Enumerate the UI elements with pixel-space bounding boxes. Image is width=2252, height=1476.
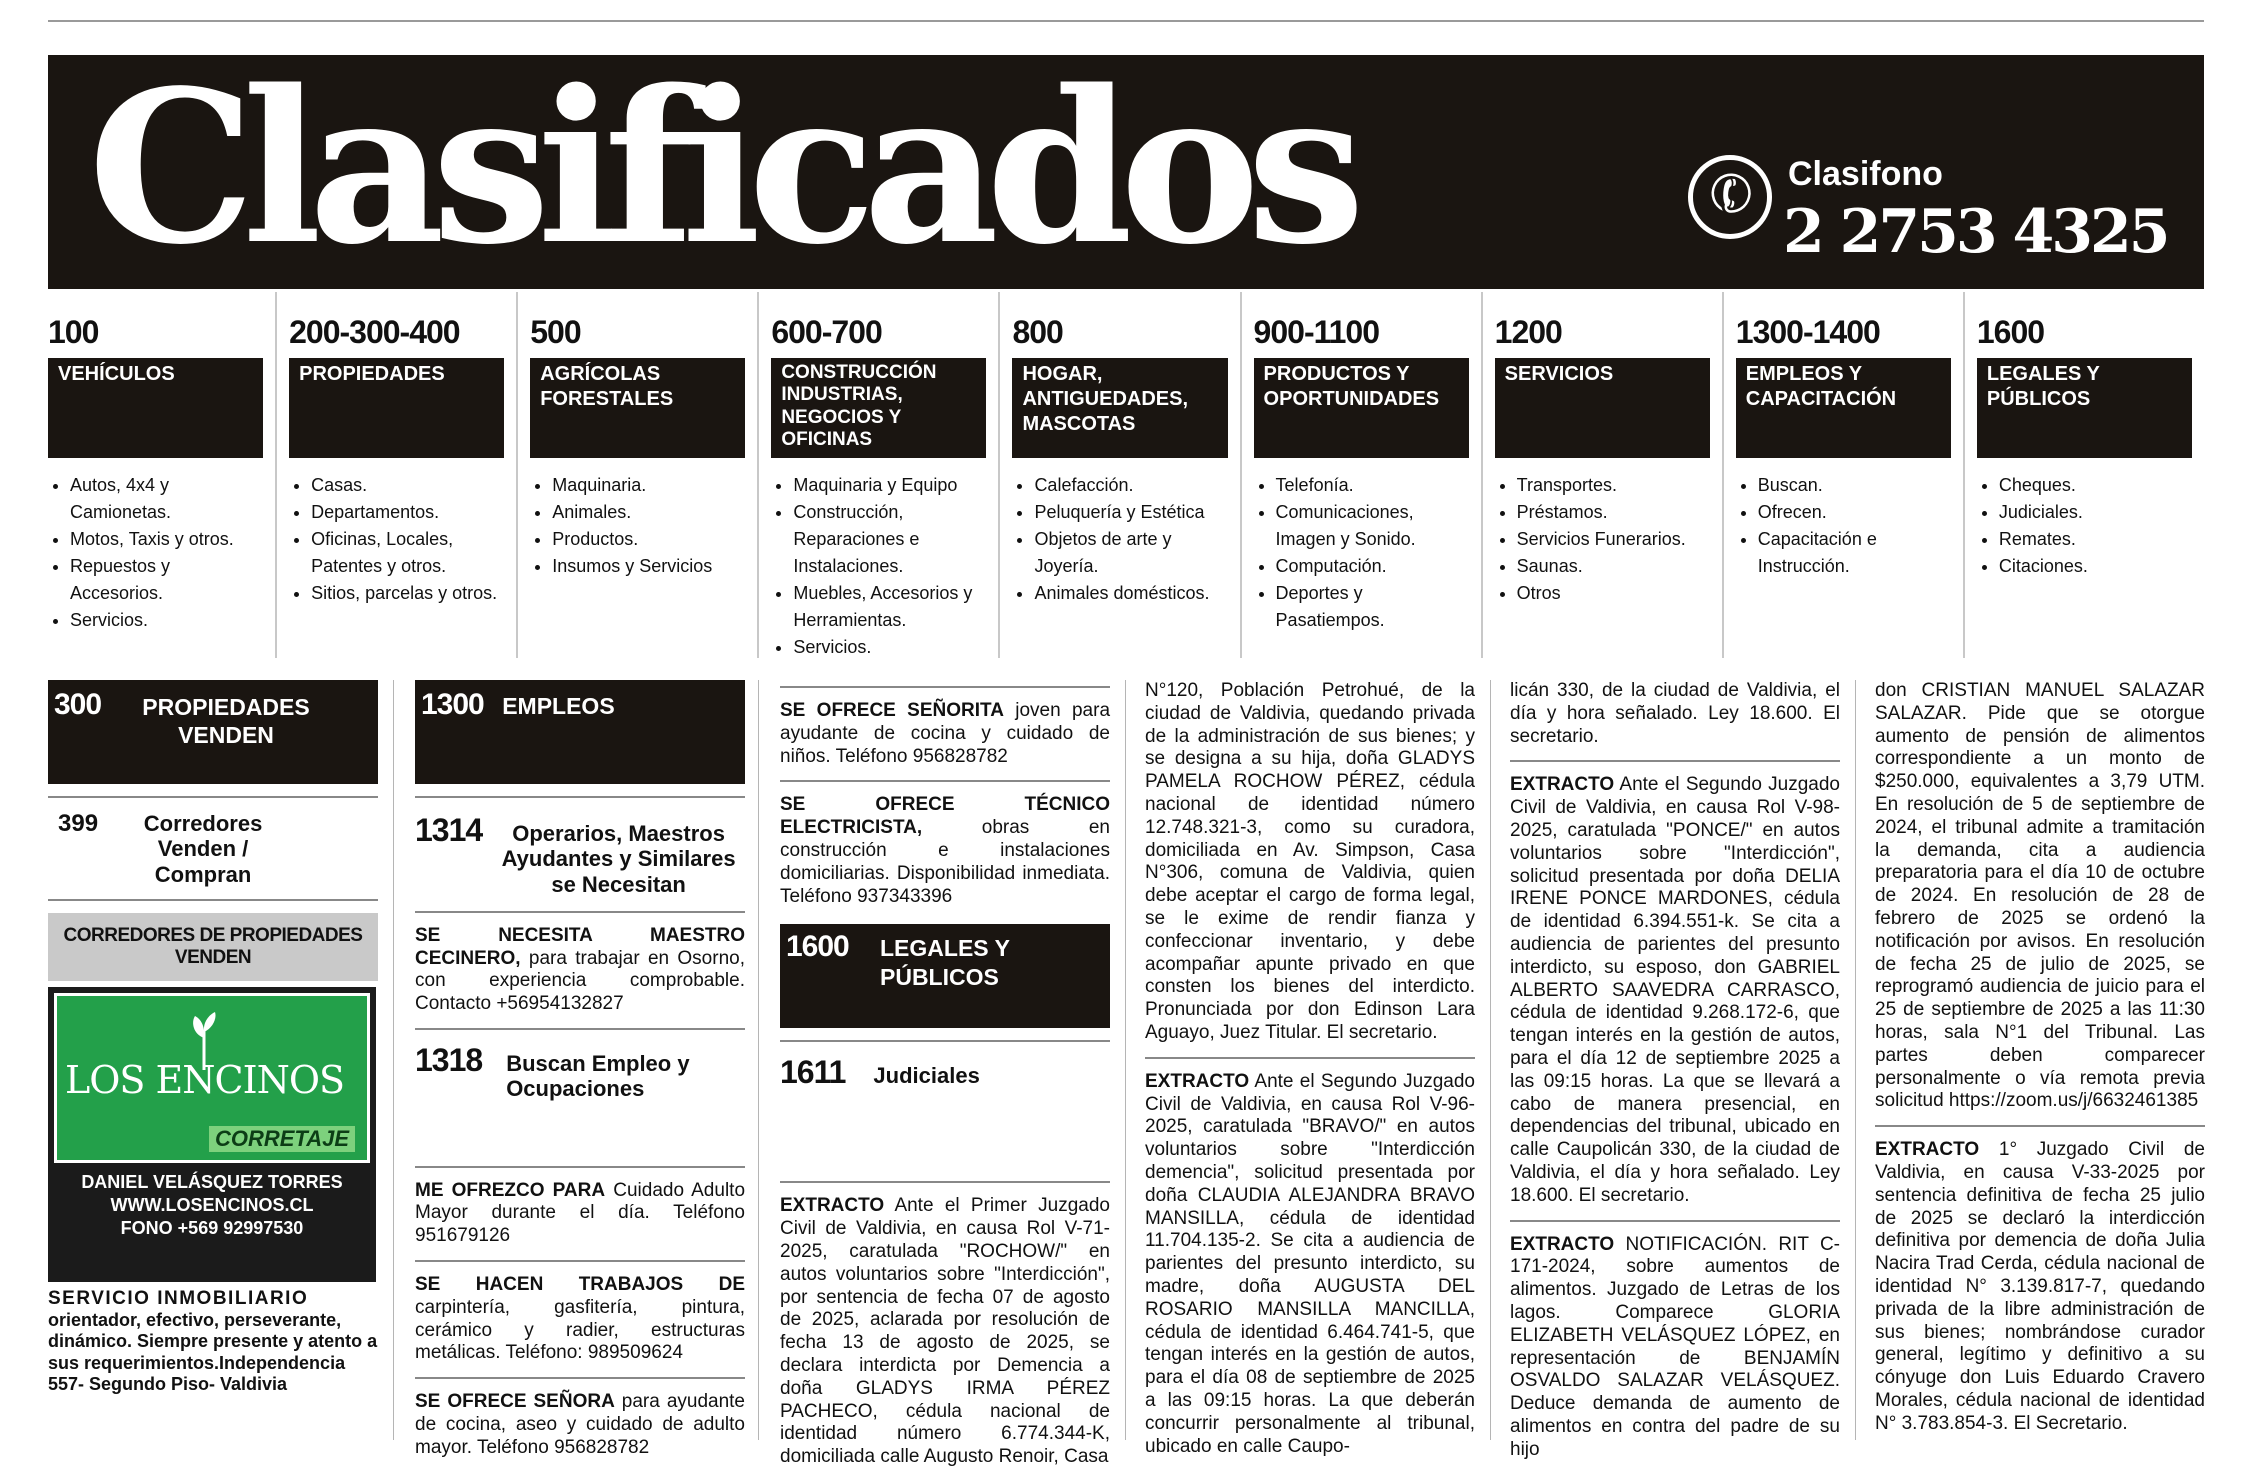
subcategory-1314[interactable] [415,812,745,897]
category-vehiculos[interactable] [48,292,275,658]
section-title: Clasificados [88,44,1353,291]
ad-lead: ME OFREZCO PARA [415,1179,606,1201]
category-title: SERVICIOS [1495,358,1710,458]
divider [1510,760,1840,762]
legal-notice[interactable] [1145,1071,1475,1459]
section-header-legales [780,924,1110,1028]
category-index [48,292,2204,658]
divider [780,1181,1110,1183]
category-servicios[interactable] [1481,292,1722,658]
column-legales [780,680,1110,1469]
category-items [1495,472,1710,607]
column-empleos [415,680,745,1460]
ad-body: Ante el Primer Juzgado Civil de Valdivia, en causa Rol V-71-2025, caratulada "ROCHOW/" en autos voluntarios sobre "Interdicción", por sentencia de fecha 07 de agosto de 2025, aclarada por resolución de fecha 13 de agosto de 2025, se declara interdicta por Demencia a doña GLADYS IRMA PÉREZ PACHECO, cédula nacional de identidad número 6.774.344-K, domiciliada calle Augusto Renoir, Casa [780,1195,1110,1468]
category-item: • Saunas. [1517,553,1710,580]
category-item: • Maquinaria. [552,472,745,499]
ad-contact [48,1171,376,1241]
category-agricolas[interactable] [516,292,757,658]
clasifono-label: Clasifono [1788,155,1943,193]
column-divider [758,680,759,1440]
category-productos[interactable] [1240,292,1481,658]
classified-ad[interactable] [780,794,1110,908]
category-item: • Judiciales. [1999,499,2192,526]
divider [1875,1125,2205,1127]
section-title: EMPLEOS [502,693,615,719]
category-item: • Otros [1517,580,1710,607]
category-title: CONSTRUCCIÓN INDUSTRIAS, NEGOCIOS Y OFICINAS [771,358,986,458]
category-item: • Citaciones. [1999,553,2192,580]
divider [48,796,378,798]
category-items [771,472,986,661]
phone-icon: ✆ [1688,155,1772,239]
divider [780,1040,1110,1042]
category-item: • Préstamos. [1517,499,1710,526]
ad-lead: EXTRACTO [1145,1070,1250,1092]
subcategory-number: 399 [58,810,99,837]
category-item: • Oficinas, Locales, Patentes y otros. [311,526,504,580]
ad-body: 1° Juzgado Civil de Valdivia, en causa V-33-2025 por sentencia definitiva de fecha 25 julio de 2025 se declaró la interdicción definitiva por demencia de doña Julia Nacira Trad Cerda, cédula nacional de identidad N° 3.139.817-7, quedando privada de la libre administración de sus bienes; nombrándose curador general, legítimo y definitivo a su cónyuge don Luis Eduardo Cravero Morales, cédula nacional de identidad N° 3.783.854-3. El Secretario. [1875,1139,2205,1434]
column-divider [393,680,394,1440]
subcategory-title: Operarios, Maestros Ayudantes y Similares se Necesitan [501,821,736,897]
divider [415,796,745,798]
section-title: LEGALES Y PÚBLICOS [880,935,1010,991]
subcategory-title: Judiciales [873,1063,980,1089]
subcategory-number: 1314 [415,812,483,848]
ad-body: para ayudante de cocina, aseo y cuidado de adulto mayor. Teléfono 956828782 [415,1391,745,1458]
ad-logo-panel [54,993,370,1163]
category-title: EMPLEOS Y CAPACITACIÓN [1736,358,1951,458]
legal-notice-continued[interactable]: licán 330, de la ciudad de Valdivia, el día y hora señalado. Ley 18.600. El secretario. [1510,680,1840,747]
column-divider [1855,680,1856,1440]
category-title: PRODUCTOS Y OPORTUNIDADES [1254,358,1469,458]
category-items [1736,472,1951,580]
category-item: • Objetos de arte y Joyería. [1034,526,1227,580]
top-rule [48,20,2204,22]
section-number: 1300 [421,688,484,721]
subcategory-1318[interactable] [415,1042,745,1102]
ad-contact-web[interactable]: WWW.LOSENCINOS.CL [110,1194,314,1215]
category-item: • Ofrecen. [1758,499,1951,526]
legal-notice[interactable] [780,1195,1110,1469]
category-item: • Telefonía. [1276,472,1469,499]
legal-notice[interactable] [1510,774,1840,1207]
category-item: • Motos, Taxis y otros. [70,526,263,553]
section-number: 300 [54,688,102,721]
category-item: • Repuestos y Accesorios. [70,553,263,607]
category-number: 200-300-400 [289,314,460,350]
ad-lead: SE OFRECE TÉCNICO ELECTRICISTA, [780,794,1110,839]
category-item: • Departamentos. [311,499,504,526]
column-legales-2 [1145,680,1475,1458]
ad-body: carpintería, gasfitería, pintura, cerámico y radier, estructuras metálicas. Teléfono: 989509624 [415,1296,745,1364]
category-empleos[interactable] [1722,292,1963,658]
category-number: 1300-1400 [1735,314,1880,350]
ad-body: joven para ayudante de cocina y cuidado de niños. Teléfono 956828782 [780,700,1111,767]
legal-notice[interactable] [1510,1234,1840,1462]
subcategory-title: Corredores Venden / Compran [143,811,263,887]
grey-section-header: CORREDORES DE PROPIEDADES VENDEN [48,913,378,981]
classified-ad[interactable] [415,925,745,1016]
divider [780,686,1110,688]
section-header-empleos [415,680,745,784]
category-item: • Servicios. [70,607,263,634]
classified-ad[interactable] [415,1391,745,1459]
category-title: AGRÍCOLAS FORESTALES [530,358,745,458]
category-item: • Productos. [552,526,745,553]
category-item: • Animales. [552,499,745,526]
category-items [530,472,745,580]
category-title: PROPIEDADES [289,358,504,458]
divider [1145,1057,1475,1059]
category-number: 1200 [1494,314,1562,350]
column-legales-3 [1510,680,1840,1462]
category-item: • Animales domésticos. [1034,580,1227,607]
promo-title: SERVICIO INMOBILIARIO [48,1287,309,1309]
category-title: VEHÍCULOS [48,358,263,458]
category-number: 900-1100 [1253,314,1380,350]
category-item: • Buscan. [1758,472,1951,499]
category-hogar[interactable] [998,292,1239,658]
category-item: • Insumos y Servicios [552,553,745,580]
column-legales-4 [1875,680,2205,1436]
ad-lead: EXTRACTO [1510,774,1615,796]
column-propiedades [48,680,378,1396]
subcategory-number: 1318 [415,1042,483,1079]
category-item: • Construcción, Reparaciones e Instalaciones. [793,499,986,580]
classified-ad[interactable] [415,1274,745,1365]
category-item: • Servicios Funerarios. [1517,526,1710,553]
subcategory-399[interactable] [48,810,378,887]
category-item: • Comunicaciones, Imagen y Sonido. [1276,499,1469,553]
category-items [1977,472,2192,580]
divider [780,780,1110,782]
clasifono-number: 2 2753 4325 [1783,197,2168,267]
classified-ad[interactable] [415,1180,745,1248]
divider [1510,1220,1840,1222]
legal-notice-continued[interactable]: don CRISTIAN MANUEL SALAZAR SALAZAR. Pide que se otorgue aumento de pensión de alimentos correspondiente a un monto de $250.000, equivalentes a 3,79 UTM. En resolución de 5 de septiembre de 2024, el tribunal admite a tramitación la demanda, cita a audiencia preparatoria para el día 10 de octubre de 2024. En resolución de 28 de febrero de 2025 se ordenó la notificación por avisos. En resolución de fecha 25 de julio de 2025, se reprogramó audiencia de juicio para el 25 de septiembre de 2025 a las 11:30 horas, sala N°1 del Tribunal. Las partes deben comparecer personalmente o vía remota previa solicitud https://zoom.us/j/6632461385 [1875,680,2205,1112]
legal-notice-continued[interactable]: N°120, Población Petrohué, de la ciudad de Valdivia, quedando privada de la administración de sus bienes; y se designa a su hija, doña GLADYS PAMELA ROCHOW PÉREZ, cédula nacional de identidad número 12.748.321-3, como su curadora, domiciliada en Av. Simpson, Casa N°306, comuna de Valdivia, quien debe aceptar el cargo de forma legal, se le exime de rendir fianza y confeccionar inventario, y debe acompañar apunte privado en que consten los bienes del interdicto. Pronunciada por don Edinson Lara Aguayo, Juez Titular. El secretario. [1145,680,1475,1043]
ad-logo-text: LOS ENCINOS [65,1057,345,1102]
category-items [289,472,504,607]
category-item: • Maquinaria y Equipo [793,472,986,499]
category-legales[interactable] [1963,292,2204,658]
subcategory-title: Buscan Empleo y Ocupaciones [506,1051,690,1102]
subcategory-1611[interactable] [780,1054,1110,1091]
category-construccion[interactable] [757,292,998,658]
divider [415,911,745,913]
category-item: • Muebles, Accesorios y Herramientas. [793,580,986,634]
ad-contact-phone: FONO +569 92997530 [120,1218,304,1239]
ad-lead: EXTRACTO [780,1195,885,1217]
promo-text: orientador, efectivo, perseverante, dinámico. Siempre presente y atento a sus requerimientos.Independencia 557- Segundo Piso- Valdivia [48,1309,378,1395]
ad-contact-name: DANIEL VELÁSQUEZ TORRES [81,1171,343,1192]
divider [415,1166,745,1168]
ad-logo-subtitle: CORRETAJE [209,1126,355,1152]
category-item: • Cheques. [1999,472,2192,499]
ad-body: Cuidado Adulto Mayor durante el día. Teléfono 951679126 [415,1179,746,1247]
ad-lead: EXTRACTO [1510,1233,1615,1255]
ad-body: para trabajar en Osorno, con experiencia comprobable. Contacto +56954132827 [415,947,745,1015]
section-number: 1600 [786,930,849,964]
category-title: HOGAR, ANTIGUEDADES, MASCOTAS [1012,358,1227,458]
los-encinos-ad[interactable] [48,987,376,1282]
category-title: LEGALES Y PÚBLICOS [1977,358,2192,458]
divider [415,1377,745,1379]
section-title: PROPIEDADES VENDEN [142,694,310,748]
subcategory-number: 1611 [780,1054,846,1091]
ad-lead: EXTRACTO [1875,1139,1980,1161]
legal-notice[interactable] [1875,1139,2205,1435]
ad-body: obras en construcción e instalaciones domiciliarias. Disponibilidad inmediata. Teléfono 937343396 [780,817,1110,907]
category-number: 600-700 [771,314,882,350]
ad-lead: SE OFRECE SEÑORA [415,1391,615,1413]
ad-body: Ante el Segundo Juzgado Civil de Valdivia, en causa Rol V-98-2025, caratulada "PONCE/" en autos voluntarios sobre "Interdicción", solicitud presentada por doña DELIA IRENE PONCE MARDONES, cédula de identidad 6.394.551-k. Se cita a audiencia de parientes del presunto interdicto, su esposo, don GABRIEL ALBERTO SAAVEDRA CARRASCO, cédula de identidad 9.268.172-6, que tengan interés en la gestión de autos, para el día 12 de septiembre 2025 a las 09:15 horas. La que se llevará a cabo de manera presencial, en dependencias del tribunal, ubicado en calle Caupolicán 330, de la ciudad de Valdivia, el día y hora señalado. Ley 18.600. El secretario. [1510,774,1841,1206]
category-item: • Calefacción. [1034,472,1227,499]
category-item: • Sitios, parcelas y otros. [311,580,504,607]
divider [415,1260,745,1262]
divider [415,1028,745,1030]
category-item: • Autos, 4x4 y Camionetas. [70,472,263,526]
ad-lead: SE OFRECE SEÑORITA [780,700,1004,721]
category-items [1012,472,1227,607]
category-item: • Transportes. [1517,472,1710,499]
category-number: 500 [530,314,581,350]
category-item: • Servicios. [793,634,986,661]
category-item: • Remates. [1999,526,2192,553]
ad-body: Ante el Segundo Juzgado Civil de Valdivia, en causa Rol V-96-2025, caratulada "BRAVO/" en autos voluntarios sobre "Interdicción demencia", solicitud presentada por doña CLAUDIA ALEJANDRA BRAVO MANSILLA, cédula de identidad 11.704.135-2. Se cita a audiencia de parientes del presunto interdicto, su madre, doña AUGUSTA DEL ROSARIO MANSILLA MANCILLA, cédula de identidad 6.464.741-5, que tengan interés en la gestión de autos, para el día 08 de septiembre de 2025 a las 09:15 horas. La que deberán concurrir personalmente al tribunal, ubicado en calle Caupo- [1145,1070,1476,1457]
category-items [48,472,263,634]
category-item: • Peluquería y Estética [1034,499,1227,526]
category-item: • Computación. [1276,553,1469,580]
category-item: • Casas. [311,472,504,499]
category-propiedades[interactable] [275,292,516,658]
masthead-banner [48,44,2204,291]
category-number: 1600 [1976,314,2045,350]
column-divider [1125,680,1126,1440]
category-number: 100 [48,314,99,350]
column-divider [1490,680,1491,1440]
classified-ad[interactable] [780,700,1110,768]
ad-body: NOTIFICACIÓN. RIT C-171-2024, sobre aumentos de alimentos. Juzgado de Letras de los lagos. Comparece GLORIA ELIZABETH VELÁSQUEZ LÓPEZ, en representación de BENJAMÍN OSVALDO SALAZAR VELÁSQUEZ. Deduce demanda de aumento de alimentos en contra del padre de su hijo [1510,1233,1840,1460]
category-number: 800 [1012,314,1063,350]
section-header-propiedades [48,680,378,784]
category-item: • Deportes y Pasatiempos. [1276,580,1469,634]
divider [48,899,378,901]
ad-lead: SE HACEN TRABAJOS DE [415,1274,745,1296]
ad-lead: SE NECESITA MAESTRO CECINERO, [415,924,745,969]
category-items [1254,472,1469,634]
category-item: • Capacitación e Instrucción. [1758,526,1951,580]
